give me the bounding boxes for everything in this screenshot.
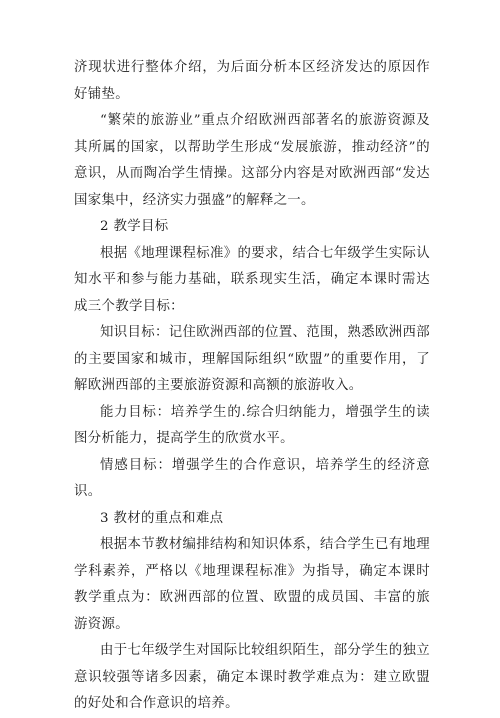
paragraph-ability-goal: 能力目标：培养学生的.综合归纳能力，增强学生的读图分析能力，提高学生的欣赏水平。 — [74, 404, 430, 446]
paragraph-emotion-goal: 情感目标：增强学生的合作意识，培养学生的经济意识。 — [74, 457, 430, 499]
paragraph-knowledge-goal: 知识目标：记住欧洲西部的位置、范围，熟悉欧洲西部的主要国家和城市，理解国际组织“欧盟”的重要作用，了解欧洲西部的主要旅游资源和高额的旅游收入。 — [74, 325, 430, 393]
paragraph-difficult-points: 由于七年级学生对国际比较组织陌生，部分学生的独立意识较强等诸多因素，确定本课时教学难点为：建立欧盟的好处和合作意识的培养。 — [74, 643, 430, 711]
heading-teaching-goals: 2 教学目标 — [100, 219, 169, 234]
heading-key-and-difficult-points: 3 教材的重点和难点 — [100, 510, 224, 526]
paragraph-curriculum-standard: 根据《地理课程标准》的要求，结合七年级学生实际认知水平和参与能力基础，联系现实生活，确定本课时需达成三个教学目标： — [74, 245, 430, 314]
paragraph-key-points: 根据本节教材编排结构和知识体系，结合学生已有地理学科素养，严格以《地理课程标准》为指导，确定本课时教学重点为：欧洲西部的位置、欧盟的成员国、丰富的旅游资源。 — [74, 537, 430, 632]
paragraph-tourism: “繁荣的旅游业”重点介绍欧洲西部著名的旅游资源及其所属的国家，以帮助学生形成“发展旅游，推动经济”的意识，从而陶冶学生情操。这部分内容是对欧洲西部“发达国家集中，经济实力强盛”的解释之一。 — [74, 113, 430, 208]
paragraph-economy-intro-end: 济现状进行整体介绍，为后面分析本区经济发达的原因作好铺垫。 — [74, 60, 430, 102]
document-page — [74, 55, 430, 718]
